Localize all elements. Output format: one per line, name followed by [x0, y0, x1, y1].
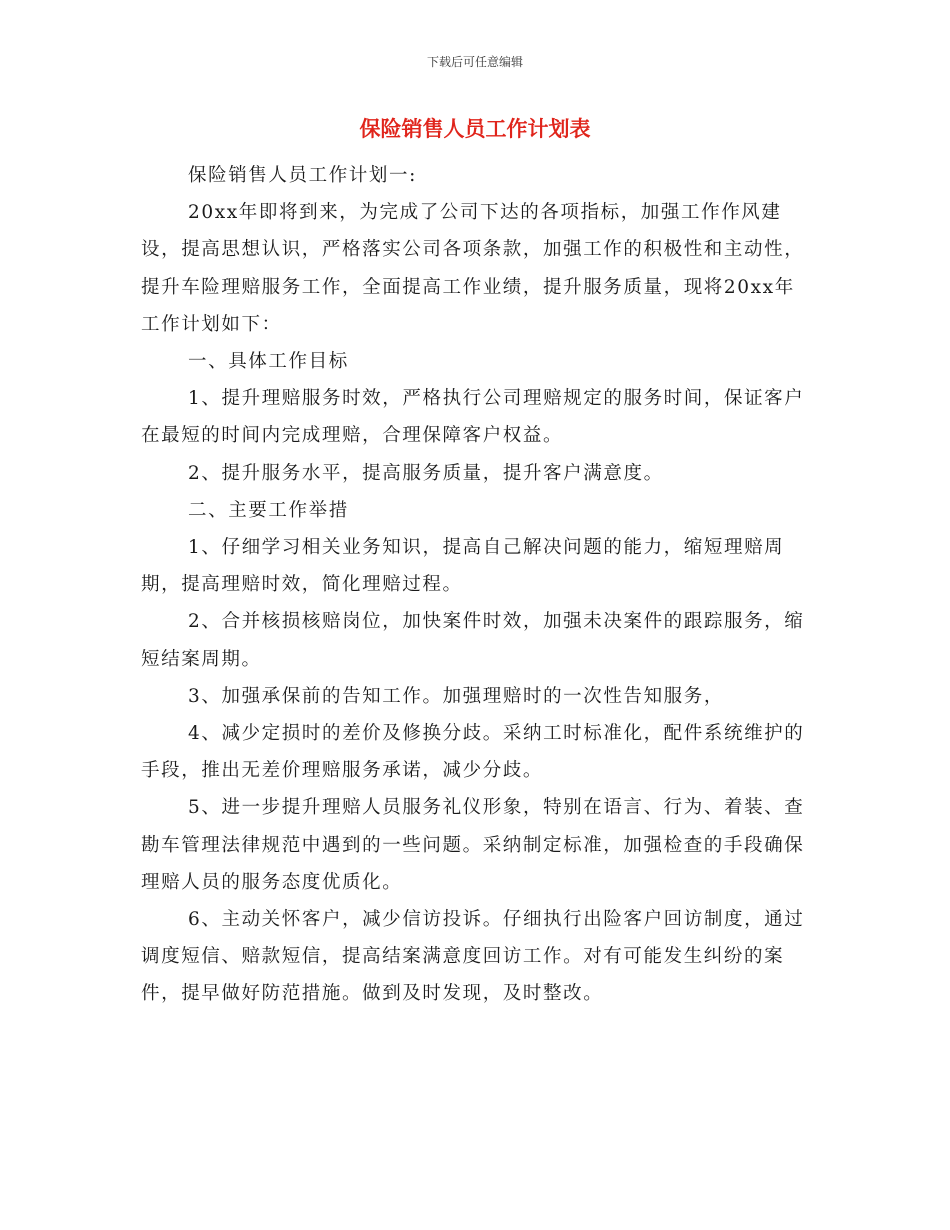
document-body — [141, 157, 806, 1013]
section-heading-goals: 一、具体工作目标 — [188, 351, 349, 373]
paragraph-goal-1: 1、提升理赔服务时效，严格执行公司理赔规定的服务时间，保证客户在最短的时间内完成理赔，合理保障客户权益。 — [141, 388, 805, 447]
section-heading-measures: 二、主要工作举措 — [188, 499, 349, 521]
paragraph-plan-heading: 保险销售人员工作计划一: — [188, 165, 417, 186]
paragraph-goal-2: 2、提升服务水平，提高服务质量，提升客户满意度。 — [188, 462, 664, 484]
paragraph-measure-5: 5、进一步提升理赔人员服务礼仪形象，特别在语言、行为、着装、查勘车管理法律规范中遇到的一些问题。采纳制定标准，加强检查的手段确保理赔人员的服务态度优质化。 — [141, 797, 805, 893]
header-note: 下载后可任意编辑 — [426, 55, 523, 69]
paragraph-measure-4: 4、减少定损时的差价及修换分歧。采纳工时标准化，配件系统维护的手段，推出无差价理赔服务承诺，减少分歧。 — [141, 723, 805, 782]
document-title: 保险销售人员工作计划表 — [359, 117, 591, 141]
paragraph-intro: 20xx年即将到来，为完成了公司下达的各项指标，加强工作作风建设，提高思想认识，严格落实公司各项条款，加强工作的积极性和主动性，提升车险理赔服务工作，全面提高工作业绩，提升服务质量，现将20xx年工作计划如下： — [141, 202, 805, 335]
paragraph-measure-2: 2、合并核损核赔岗位，加快案件时效，加强未决案件的跟踪服务，缩短结案周期。 — [141, 611, 805, 670]
paragraph-measure-6: 6、主动关怀客户，减少信访投诉。仔细执行出险客户回访制度，通过调度短信、赔款短信，提高结案满意度回访工作。对有可能发生纠纷的案件，提早做好防范措施。做到及时发现，及时整改。 — [141, 909, 805, 1005]
paragraph-measure-1: 1、仔细学习相关业务知识，提高自己解决问题的能力，缩短理赔周期，提高理赔时效，简化理赔过程。 — [141, 537, 785, 596]
paragraph-measure-3: 3、加强承保前的告知工作。加强理赔时的一次性告知服务， — [188, 685, 724, 707]
